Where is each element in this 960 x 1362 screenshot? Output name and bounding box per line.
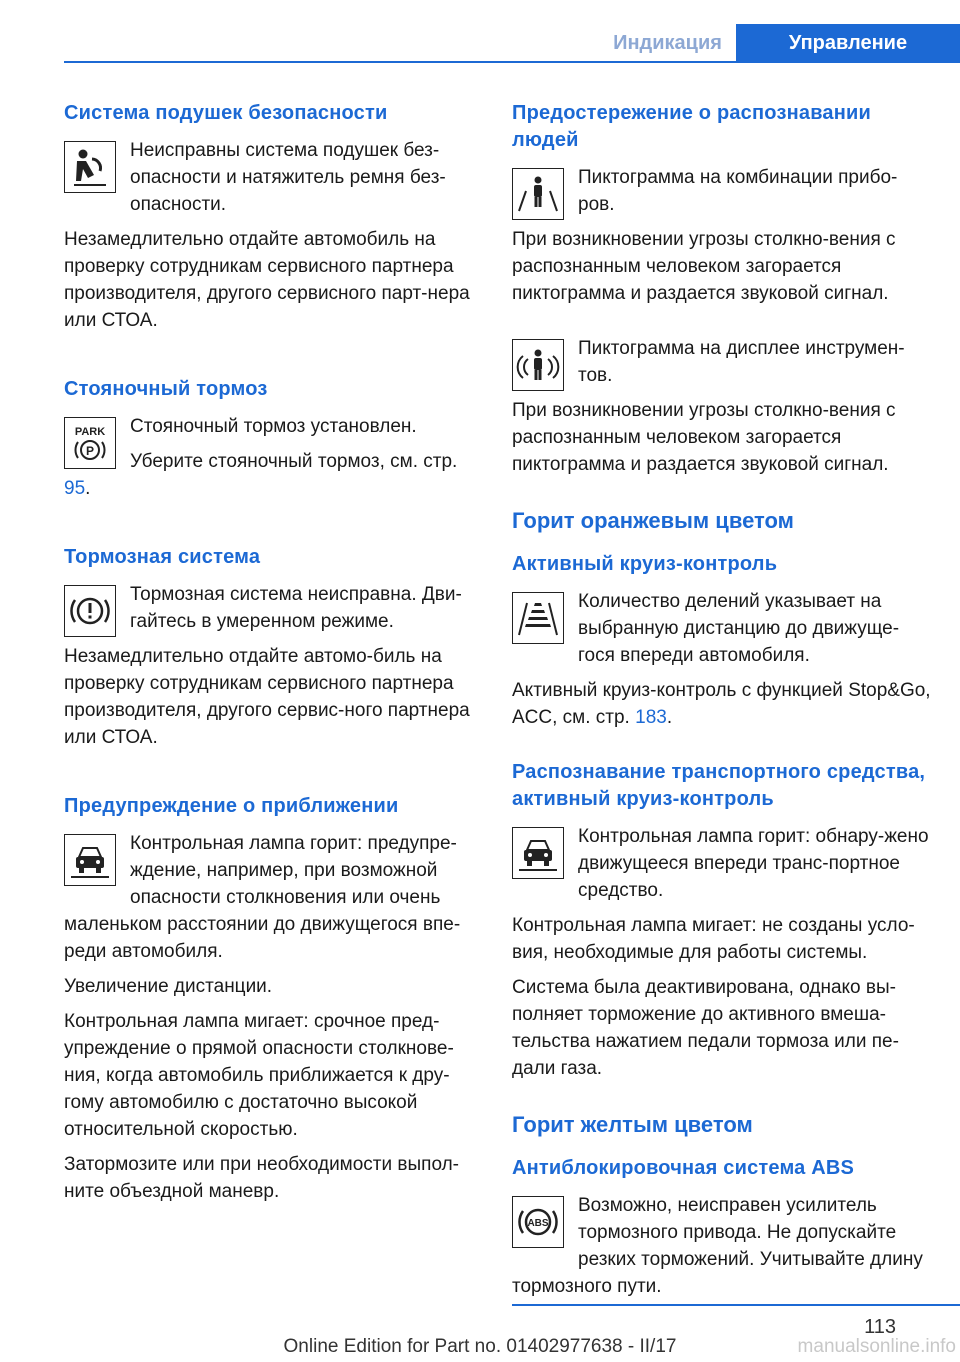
pedestrian-entry-1: [512, 164, 932, 226]
section-title-brake-system: Тормозная система: [64, 546, 261, 568]
pedestrian-b1: Пиктограмма на дисплее инструмен-тов.: [578, 338, 905, 386]
acc-p2: [512, 677, 932, 731]
approach-warning-p2: Увеличение дистанции.: [64, 976, 273, 997]
tab-indication[interactable]: Индикация: [613, 32, 722, 54]
approach-warning-p4: Затормозите или при необходимости выпол-ните объездной маневр.: [64, 1154, 460, 1202]
header-rule: [64, 61, 960, 63]
section-title-approach-warning: Предупреждение о приближении: [64, 795, 399, 817]
acc-entry: [512, 588, 932, 677]
pedestrian-road-icon: [512, 168, 564, 220]
watermark: manualsonline.info: [797, 1336, 956, 1357]
airbag-p1: Неисправны система подушек без-опасности и натяжитель ремня без-опасности.: [130, 140, 446, 215]
abs-icon-label: ABS: [527, 1218, 549, 1229]
abs-icon: [512, 1196, 564, 1248]
footer-rule: [512, 1304, 960, 1306]
pedestrian-a1: Пиктограмма на комбинации прибо-ров.: [578, 167, 898, 215]
section-title-acc: Активный круиз-контроль: [512, 553, 778, 575]
svg-text:P: P: [85, 444, 95, 458]
airbag-entry: [64, 137, 476, 226]
pedestrian-waves-icon: [512, 339, 564, 391]
brake-warning-icon: [64, 585, 116, 637]
section-title-abs: Антиблокировочная система ABS: [512, 1157, 855, 1179]
parking-brake-p2-end: .: [85, 478, 91, 499]
page-number: 113: [864, 1316, 896, 1338]
parking-brake-entry: [64, 413, 476, 510]
abs-p1: Возможно, неисправен усилитель тормозного привода. Не допускайте резких торможений. Учитывайте длину тормозного пути.: [512, 1195, 923, 1297]
pedestrian-b2: При возникновении угрозы столкно-вения с распознанным человеком загорается пиктограмма и раздается звуковой сигнал.: [512, 400, 896, 475]
park-icon-label: PARK: [74, 426, 106, 438]
page-link-183[interactable]: 183: [635, 707, 667, 728]
brake-system-p1: Тормозная система неисправна. Дви-гайтесь в умеренном режиме.: [130, 584, 462, 632]
heading-yellow: Горит желтым цветом: [512, 1112, 753, 1137]
section-title-parking-brake: Стояночный тормоз: [64, 378, 268, 400]
section-title-vehicle-detection: Распознавание транспортного средства, активный круиз-контроль: [512, 761, 926, 810]
parking-brake-p2-text: Уберите стояночный тормоз, см. стр.: [130, 451, 458, 472]
page-header: [0, 0, 960, 62]
vehicle-detection-p1: Контрольная лампа горит: обнару-жено движущееся впереди транс-портное средство.: [578, 826, 929, 901]
vehicle-detection-entry: [512, 823, 932, 912]
pedestrian-entry-2: [512, 335, 932, 397]
parking-brake-p1: Стояночный тормоз установлен.: [130, 416, 417, 437]
acc-p2-end: .: [666, 707, 673, 728]
brake-system-entry: [64, 581, 476, 643]
section-title-pedestrian: Предостережение о распознавании людей: [512, 102, 872, 151]
park-brake-icon: [64, 417, 116, 469]
tab-controls[interactable]: Управление: [736, 24, 960, 62]
distance-bars-icon: [512, 592, 564, 644]
parking-brake-p2: [64, 448, 476, 502]
airbag-warning-icon: [64, 141, 116, 193]
acc-p2-text: Активный круиз-контроль с функцией Stop&Go, ACC, см. стр.: [512, 680, 931, 728]
pedestrian-a2: При возникновении угрозы столкно-вения с распознанным человеком загорается пиктограмма и раздается звуковой сигнал.: [512, 229, 896, 304]
heading-orange: Горит оранжевым цветом: [512, 508, 794, 533]
abs-entry: [512, 1192, 932, 1308]
car-front-icon: [64, 834, 116, 886]
left-column: [64, 100, 476, 1213]
vehicle-detection-p3: Система была деактивирована, однако вы-полняет торможение до активного вмеша-тельства нажатием педали тормоза или пе-дали газа.: [512, 977, 899, 1079]
approach-warning-p1: Контрольная лампа горит: предупре-ждение, например, при возможной опасности столкновения или очень маленьком расстоянии до движущегося впе-реди автомобиля.: [64, 833, 461, 962]
car-front-icon: [512, 827, 564, 879]
brake-system-p2: Незамедлительно отдайте автомо-биль на проверку сотрудникам сервисного партнера производителя, другого сервис-ного партнера или СТОА.: [64, 646, 470, 748]
edition-note: Online Edition for Part no. 01402977638 - II/17: [283, 1336, 677, 1357]
right-column: [512, 100, 932, 1308]
vehicle-detection-p2: Контрольная лампа мигает: не созданы усло-вия, необходимые для работы системы.: [512, 915, 915, 963]
approach-warning-entry: [64, 830, 476, 973]
approach-warning-p3: Контрольная лампа мигает: срочное пред-упреждение о прямой опасности столкнове-ния, когда автомобиль приближается к дру-гому автомобилю с достаточно высокой относительной скоростью.: [64, 1011, 454, 1140]
page-link-95[interactable]: 95: [64, 478, 86, 499]
acc-p1: Количество делений указывает на выбранную дистанцию до движуще-гося впереди автомобиля.: [578, 591, 900, 666]
section-title-airbag: Система подушек безопасности: [64, 102, 388, 124]
airbag-p2: Незамедлительно отдайте автомобиль на проверку сотрудникам сервисного партнера производителя, другого сервисного парт-нера или СТОА.: [64, 229, 470, 331]
